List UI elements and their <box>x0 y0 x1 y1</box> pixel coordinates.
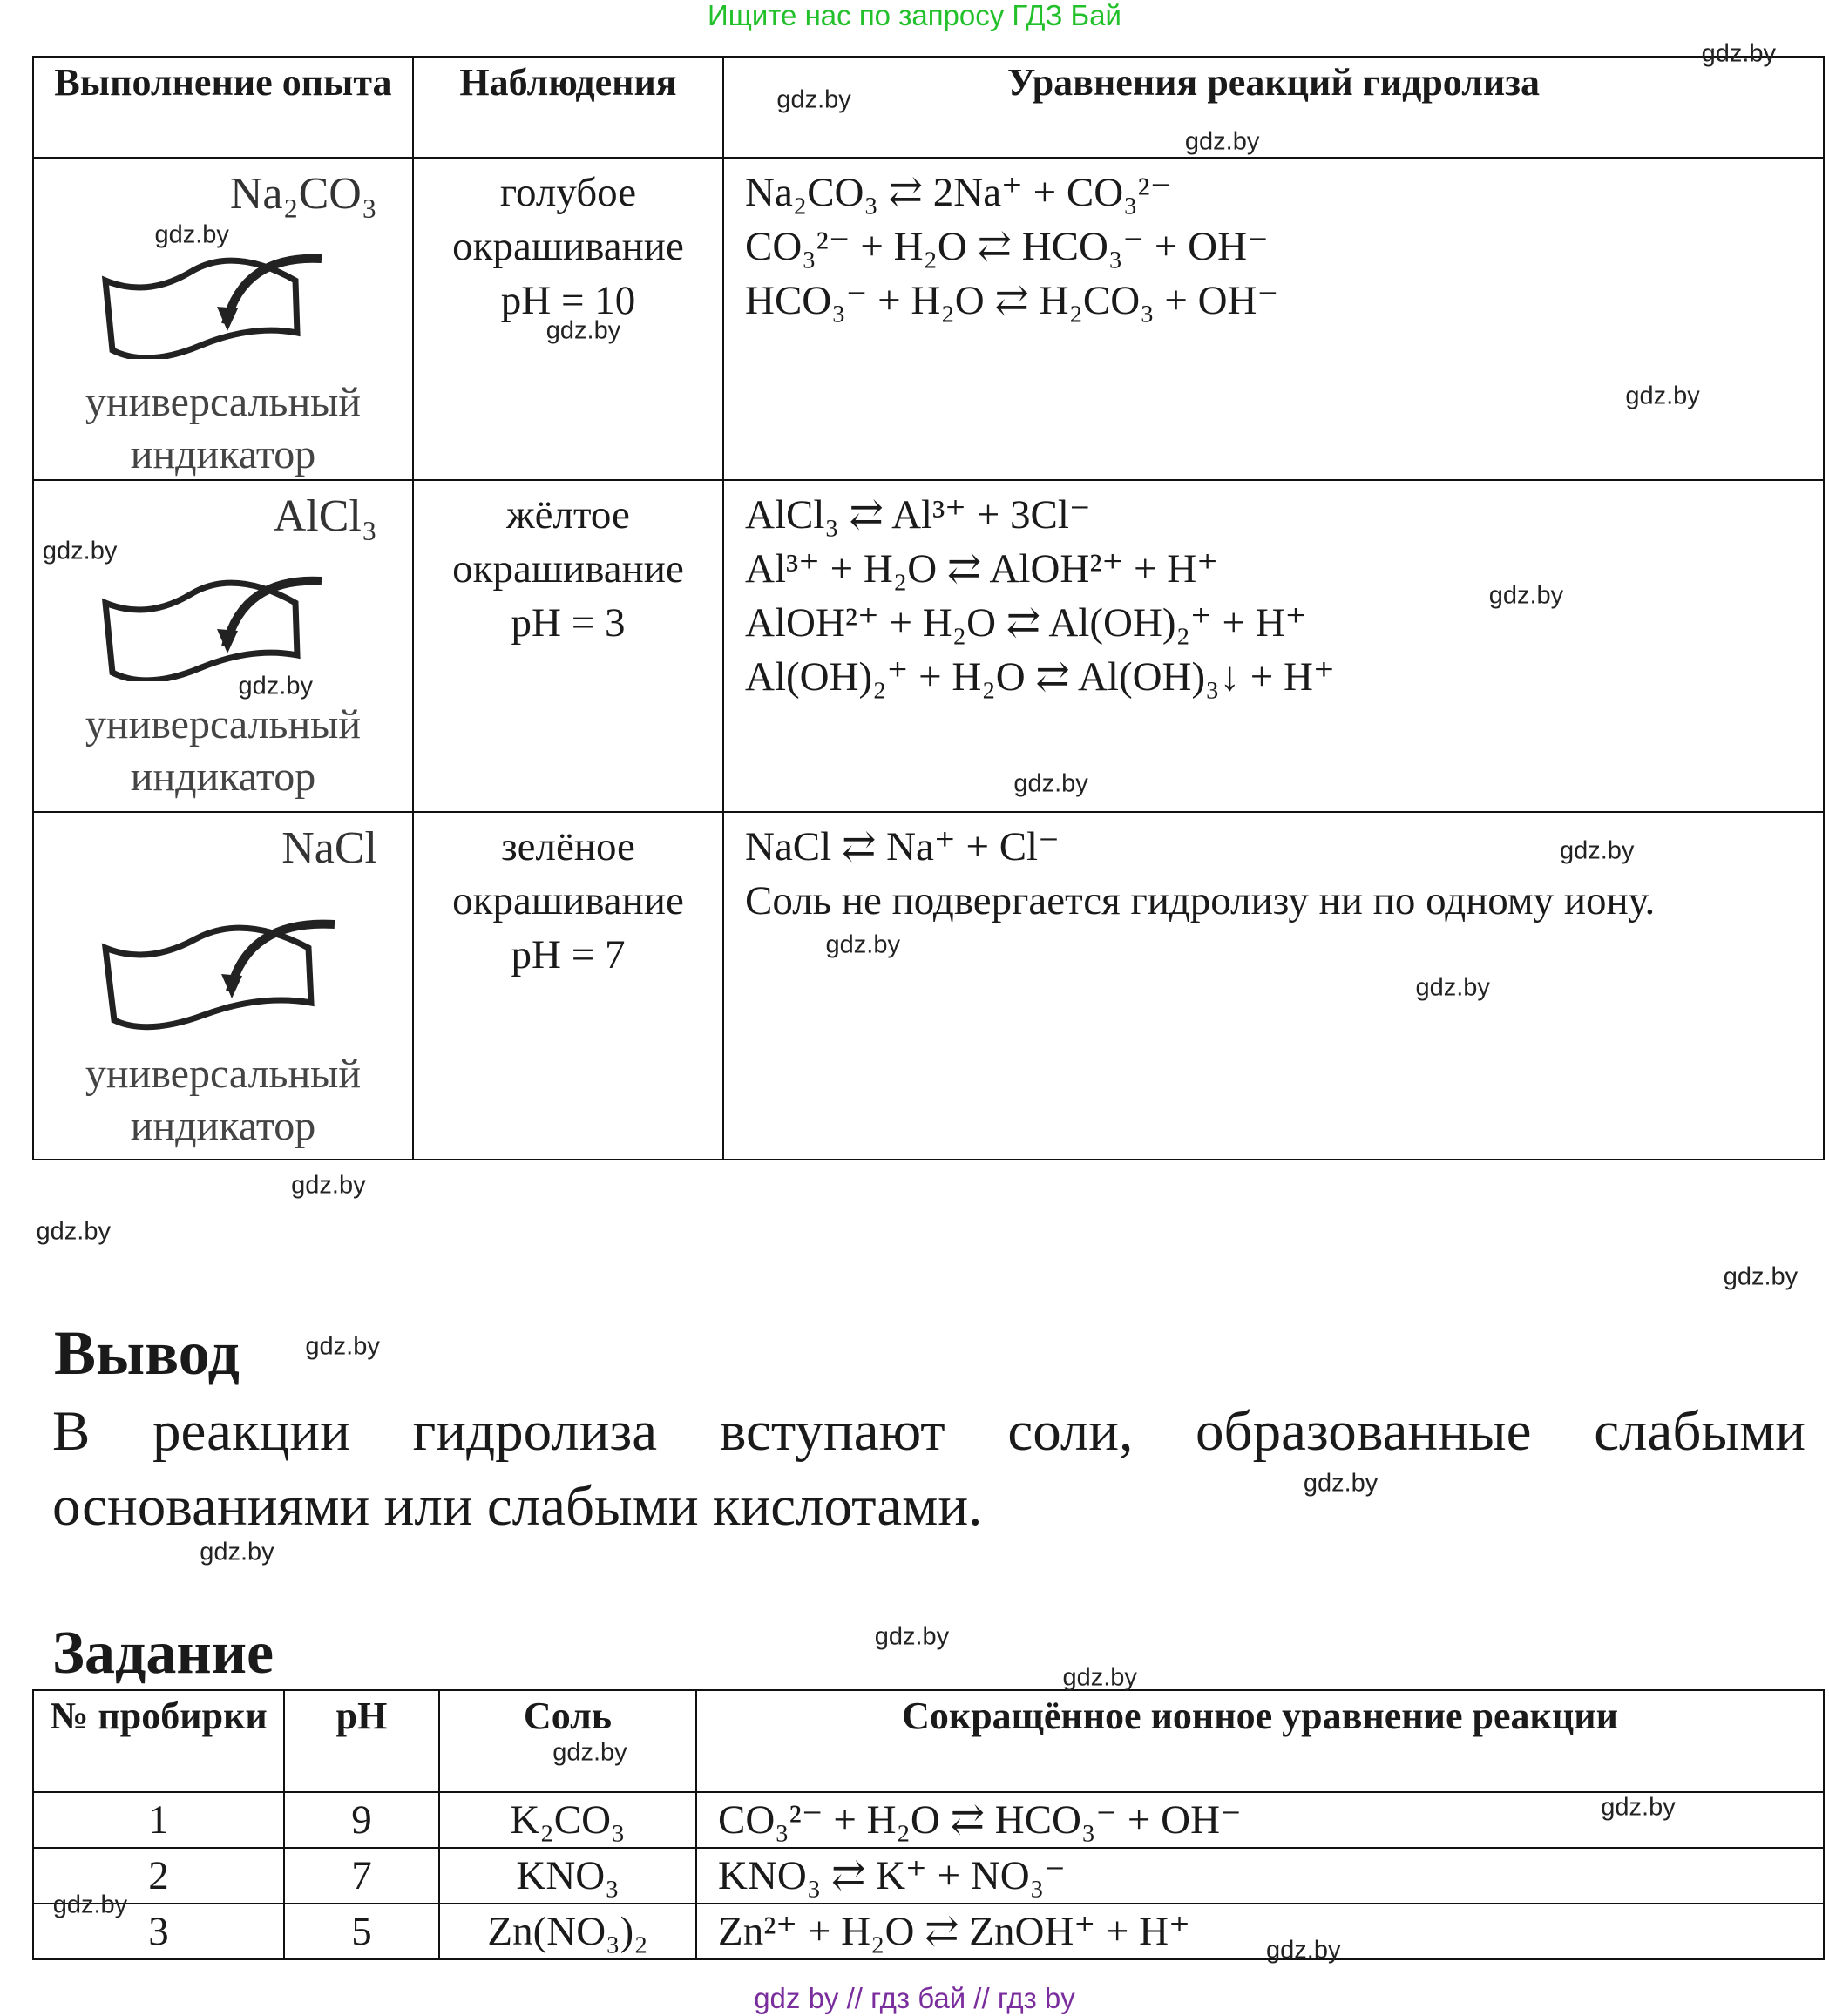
watermark: gdz.by <box>1701 39 1777 68</box>
watermark: gdz.by <box>545 316 621 345</box>
task-title: Задание <box>52 1620 274 1687</box>
ionic-equation: CO₃²⁻ + H₂O ⇄ HCO₃⁻ + OH⁻ <box>696 1792 1824 1848</box>
ionic-equation: Zn²⁺ + H₂O ⇄ ZnOH⁺ + H⁺ <box>696 1904 1824 1959</box>
equation: HCO₃⁻ + H₂O ⇄ H₂CO₃ + OH⁻ <box>745 278 1279 323</box>
table-row <box>33 480 1824 812</box>
conclusion-text: В реакции гидролиза вступают соли, образованные слабыми основаниями или слабыми кислотами. <box>52 1400 1805 1538</box>
header-observations: Наблюдения <box>413 57 723 158</box>
watermark: gdz.by <box>291 1171 366 1200</box>
indicator-strip-icon <box>95 900 356 1031</box>
equation: Al(OH)₂⁺ + H₂O ⇄ Al(OH)₃↓ + H⁺ <box>745 654 1335 700</box>
observation-ph: pH = 3 <box>511 600 626 646</box>
conclusion-title: Вывод <box>54 1318 240 1388</box>
observation-color: жёлтое <box>506 492 630 538</box>
equations-cell <box>723 480 1824 812</box>
observation-text: окрашивание <box>452 878 684 923</box>
equation: Соль не подвергается гидролизу ни по одному иону. <box>745 878 1656 923</box>
salt-formula: Na₂CO₃ <box>229 169 377 219</box>
observation-text: окрашивание <box>452 546 684 592</box>
watermark: gdz.by <box>36 1217 111 1246</box>
table-row <box>33 1792 1824 1848</box>
header-equations: Уравнения реакций гидролиза <box>723 57 1824 158</box>
indicator-label: универсальный индикатор <box>85 379 362 477</box>
watermark: gdz.by <box>52 1891 128 1919</box>
header-ph: pH <box>284 1690 439 1792</box>
equations-cell <box>723 812 1824 1160</box>
watermark: gdz.by <box>42 537 118 565</box>
header-experiment: Выполнение опыта <box>33 57 413 158</box>
experiment-cell <box>33 158 413 480</box>
salt: K₂CO₃ <box>439 1792 696 1848</box>
tube-number: 3 <box>33 1904 284 1959</box>
indicator-label: универсальный индикатор <box>85 701 362 800</box>
watermark: gdz.by <box>1625 382 1700 410</box>
observation-ph: pH = 7 <box>511 932 626 978</box>
equation: AlCl₃ ⇄ Al³⁺ + 3Cl⁻ <box>745 492 1091 538</box>
watermark: gdz.by <box>200 1538 274 1566</box>
experiment-cell <box>33 480 413 812</box>
ph-value: 5 <box>284 1904 439 1959</box>
table-header-row <box>33 1690 1824 1792</box>
watermark: gdz.by <box>776 85 851 114</box>
observation-ph: pH = 10 <box>500 278 636 323</box>
watermark: gdz.by <box>1723 1262 1799 1291</box>
salt: KNO₃ <box>439 1848 696 1904</box>
equation: CO₃²⁻ + H₂O ⇄ HCO₃⁻ + OH⁻ <box>745 224 1269 269</box>
watermark: gdz.by <box>1601 1793 1676 1822</box>
watermark: gdz.by <box>305 1332 380 1361</box>
watermark: gdz.by <box>874 1622 950 1651</box>
equations-cell <box>723 158 1824 480</box>
task-table <box>32 1689 1825 1960</box>
watermark: gdz.by <box>1062 1663 1137 1692</box>
ionic-equation: KNO₃ ⇄ K⁺ + NO₃⁻ <box>696 1848 1824 1904</box>
header-ionic-equation: Сокращённое ионное уравнение реакции <box>696 1690 1824 1792</box>
observation-text: окрашивание <box>452 224 684 269</box>
top-banner: Ищите нас по запросу ГДЗ Бай <box>708 0 1121 31</box>
watermark: gdz.by <box>1415 973 1490 1002</box>
observation-color: голубое <box>499 170 637 215</box>
watermark: gdz.by <box>825 930 900 959</box>
watermark: gdz.by <box>1184 127 1260 156</box>
table-header-row <box>33 57 1824 158</box>
bottom-banner: gdz by // гдз бай // гдз by <box>754 1982 1075 2014</box>
observation-cell <box>413 480 723 812</box>
indicator-strip-icon <box>95 237 339 359</box>
equation: NaCl ⇄ Na⁺ + Cl⁻ <box>745 824 1060 869</box>
watermark: gdz.by <box>1266 1936 1341 1965</box>
observation-color: зелёное <box>501 824 635 869</box>
tube-number: 1 <box>33 1792 284 1848</box>
observation-cell <box>413 812 723 1160</box>
watermark: gdz.by <box>552 1738 627 1767</box>
equation: Al³⁺ + H₂O ⇄ AlOH²⁺ + H⁺ <box>745 546 1219 592</box>
indicator-strip-icon <box>95 559 339 681</box>
watermark: gdz.by <box>1488 581 1564 610</box>
table-row <box>33 1904 1824 1959</box>
table-row <box>33 1848 1824 1904</box>
table-row <box>33 158 1824 480</box>
equation: Na₂CO₃ ⇄ 2Na⁺ + CO₃²⁻ <box>745 170 1172 215</box>
experiment-cell <box>33 812 413 1160</box>
salt-formula: NaCl <box>281 823 377 873</box>
watermark: gdz.by <box>154 220 229 249</box>
salt: Zn(NO₃)₂ <box>439 1904 696 1959</box>
header-tube-number: № пробирки <box>33 1690 284 1792</box>
watermark: gdz.by <box>1013 769 1088 798</box>
tube-number: 2 <box>33 1848 284 1904</box>
watermark: gdz.by <box>1303 1469 1379 1498</box>
salt-formula: AlCl₃ <box>273 491 377 541</box>
equation: AlOH²⁺ + H₂O ⇄ Al(OH)₂⁺ + H⁺ <box>745 600 1307 646</box>
watermark: gdz.by <box>1559 836 1635 865</box>
header-salt: Соль <box>439 1690 696 1792</box>
watermark: gdz.by <box>238 672 314 700</box>
ph-value: 9 <box>284 1792 439 1848</box>
table-row <box>33 812 1824 1160</box>
ph-value: 7 <box>284 1848 439 1904</box>
indicator-label: универсальный индикатор <box>85 1051 362 1149</box>
